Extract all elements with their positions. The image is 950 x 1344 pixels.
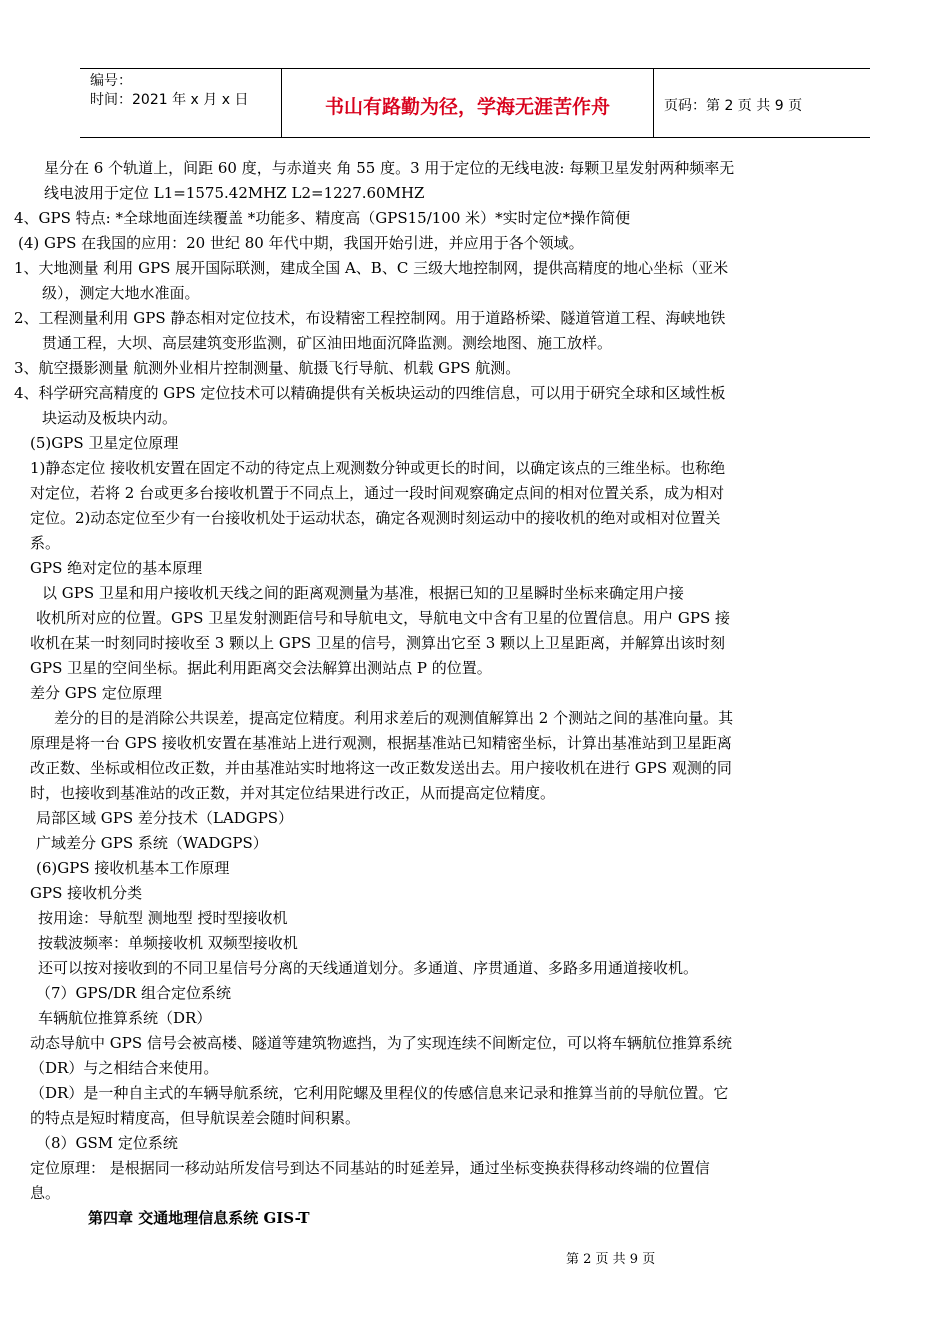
body-line: 息。 [30,1184,61,1202]
chapter-heading: 第四章 交通地理信息系统 GIS-T [88,1209,310,1227]
body-line: 级），测定大地水准面。 [42,284,200,302]
document-number-label: 编号： [90,73,132,89]
body-line: 3、航空摄影测量 航测外业相片控制测量、航摄飞行导航、机载 GPS 航测。 [14,359,521,377]
body-line: 差分的目的是消除公共误差，提高定位精度。利用求差后的观测值解算出 2 个测站之间的基准向量。其 [54,709,734,727]
section-heading: （7）GPS/DR 组合定位系统 [36,984,232,1002]
body-line: 按载波频率：单频接收机 双频型接收机 [38,934,298,952]
subsection-heading: GPS 接收机分类 [30,884,143,902]
subsection-heading: 车辆航位推算系统（DR） [38,1009,212,1027]
section-heading: （8）GSM 定位系统 [36,1134,178,1152]
body-line: 收机所对应的位置。GPS 卫星发射测距信号和导航电文，导航电文中含有卫星的位置信息。用户 GPS 接 [36,609,731,627]
section-heading: (6)GPS 接收机基本工作原理 [36,859,230,877]
body-line: 1)静态定位 接收机安置在固定不动的待定点上观测数分钟或更长的时间，以确定该点的三维坐标。也称绝 [30,459,726,477]
page-header [80,68,870,138]
body-line: (4) GPS 在我国的应用：20 世纪 80 年代中期，我国开始引进，并应用于各个领域。 [18,234,584,252]
body-line: 按用途：导航型 测地型 授时型接收机 [38,909,288,927]
body-line: （DR）是一种自主式的车辆导航系统，它利用陀螺及里程仪的传感信息来记录和推算当前的导航位置。它 [30,1084,729,1102]
body-line: 还可以按对接收到的不同卫星信号分离的天线通道划分。多通道、序贯通道、多路多用通道接收机。 [38,959,699,977]
body-line: GPS 卫星的空间坐标。据此利用距离交会法解算出测站点 P 的位置。 [30,659,492,677]
header-page-label: 页码：第 2 页 共 9 页 [664,98,803,114]
body-line: 定位原理： 是根据同一移动站所发信号到达不同基站的时延差异，通过坐标变换获得移动终端的位置信 [30,1159,710,1177]
body-line: 星分在 6 个轨道上，间距 60 度，与赤道夹 角 55 度。3 用于定位的无线电波: 每颗卫星发射两种频率无 [44,159,735,177]
body-line: 贯通工程，大坝、高层建筑变形监测，矿区油田地面沉降监测。测绘地图、施工放样。 [42,334,613,352]
body-line: 对定位，若将 2 台或更多台接收机置于不同点上，通过一段时间观察确定点间的相对位置关系，成为相对 [30,484,725,502]
body-line: 收机在某一时刻同时接收至 3 颗以上 GPS 卫星的信号，测算出它至 3 颗以上卫星距离，并解算出该时刻 [30,634,726,652]
body-line: 原理是将一台 GPS 接收机安置在基准站上进行观测，根据基准站已知精密坐标，计算出基准站到卫星距离 [30,734,732,752]
body-line: 1、大地测量 利用 GPS 展开国际联测，建成全国 A、B、C 三级大地控制网，提供高精度的地心坐标（亚米 [14,259,729,277]
document-date-label: 时间：2021 年 x 月 x 日 [90,92,249,108]
section-heading: (5)GPS 卫星定位原理 [30,434,179,452]
body-line: 广域差分 GPS 系统（WADGPS） [36,834,268,852]
body-line: 定位。2)动态定位至少有一台接收机处于运动状态，确定各观测时刻运动中的接收机的绝对或相对位置关 [30,509,721,527]
body-line: 块运动及板块内动。 [42,409,178,427]
body-line: 时，也接收到基准站的改正数，并对其定位结果进行改正，从而提高定位精度。 [30,784,556,802]
body-line: 4、科学研究高精度的 GPS 定位技术可以精确提供有关板块运动的四维信息，可以用于研究全球和区域性板 [14,384,726,402]
body-line: 以 GPS 卫星和用户接收机天线之间的距离观测量为基准，根据已知的卫星瞬时坐标来确定用户接 [42,584,684,602]
body-line: 4、GPS 特点: *全球地面连续覆盖 *功能多、精度高（GPS15/100 米）*实时定位*操作简便 [14,209,631,227]
body-line: 局部区域 GPS 差分技术（LADGPS） [36,809,294,827]
body-line: 改正数、坐标或相位改正数，并由基准站实时地将这一改正数发送出去。用户接收机在进行 GPS 观测的同 [30,759,732,777]
body-line: 线电波用于定位 L1=1575.42MHZ L2=1227.60MHZ [44,184,425,202]
body-line: 动态导航中 GPS 信号会被高楼、隧道等建筑物遮挡，为了实现连续不间断定位，可以将车辆航位推算系统 [30,1034,732,1052]
body-line: 的特点是短时精度高，但导航误差会随时间积累。 [30,1109,361,1127]
header-motto: 书山有路勤为径，学海无涯苦作舟 [282,69,654,137]
subsection-heading: 差分 GPS 定位原理 [30,684,162,702]
page-footer: 第 2 页 共 9 页 [566,1252,656,1267]
subsection-heading: GPS 绝对定位的基本原理 [30,559,203,577]
body-line: （DR）与之相结合来使用。 [30,1059,219,1077]
header-info [80,69,282,137]
body-line: 2、工程测量利用 GPS 静态相对定位技术，布设精密工程控制网。用于道路桥梁、隧道管道工程、海峡地铁 [14,309,726,327]
body-line: 系。 [30,534,61,552]
